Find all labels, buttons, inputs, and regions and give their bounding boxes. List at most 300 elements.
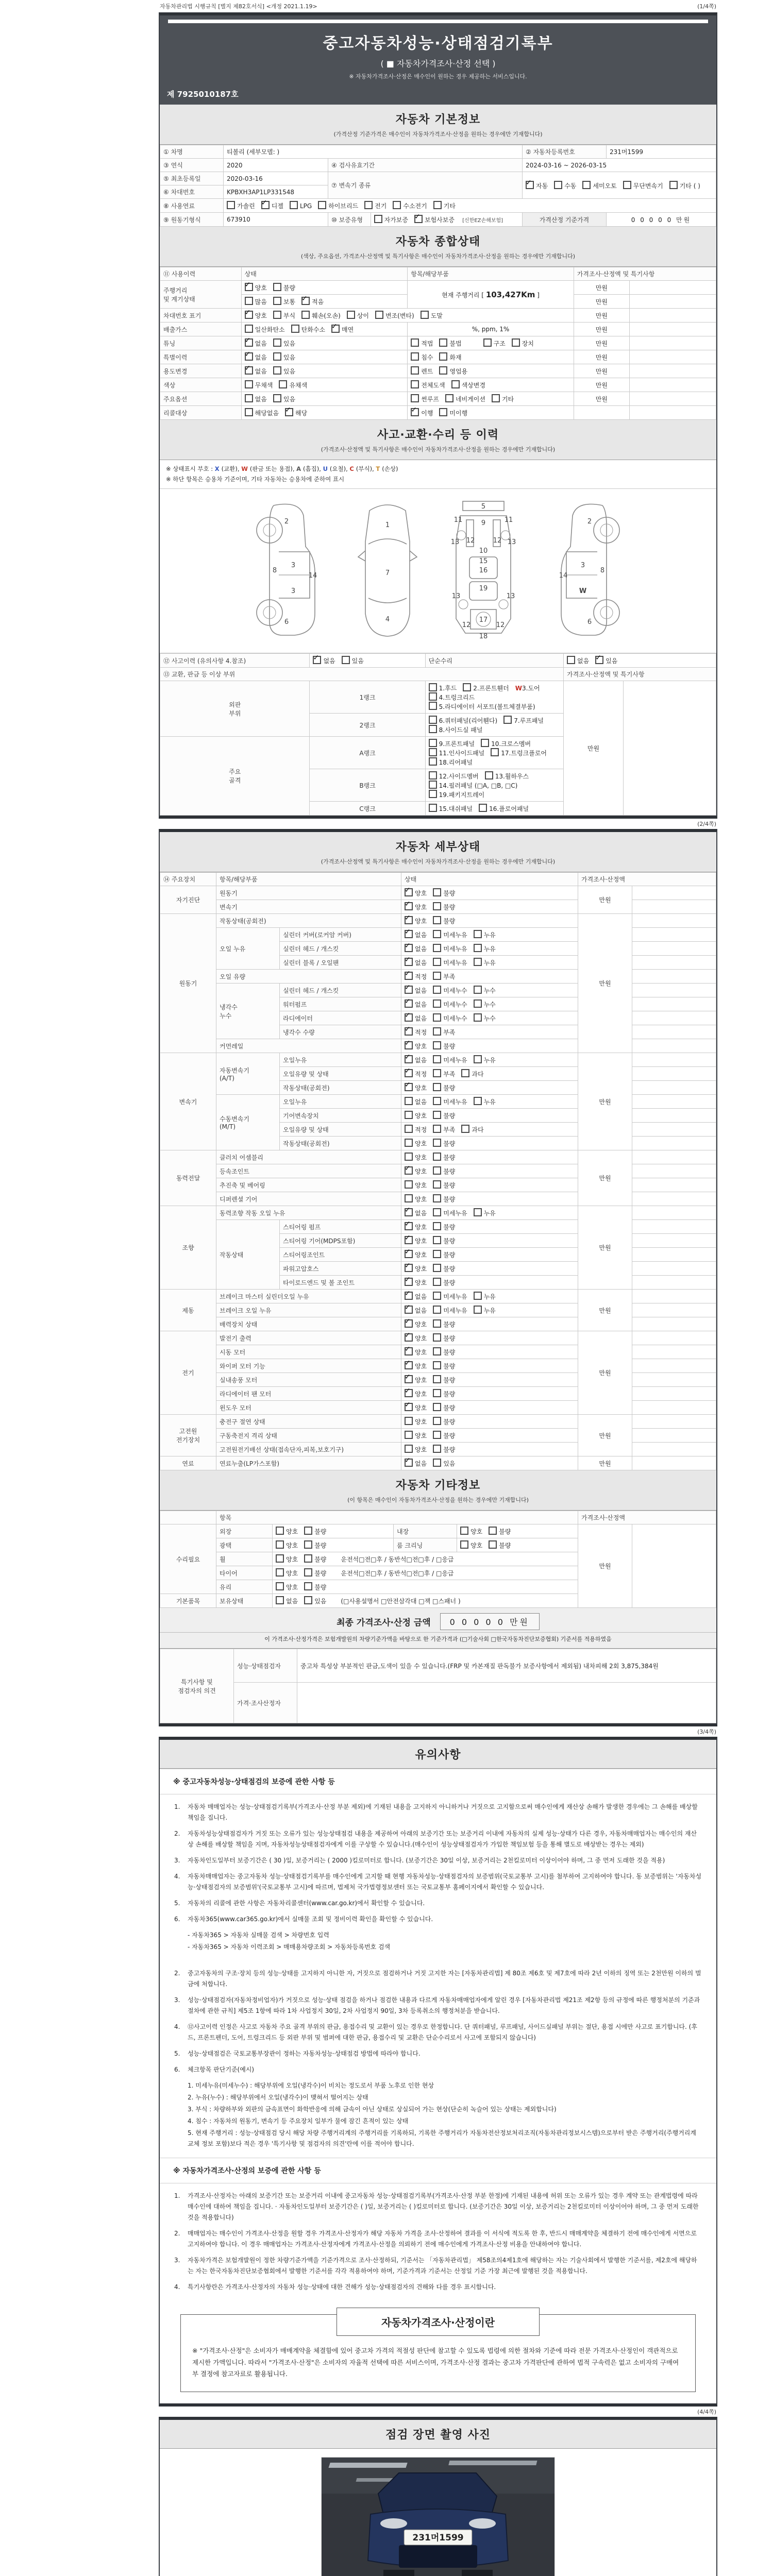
checkbox-checked[interactable] — [261, 201, 270, 209]
item-option — [512, 338, 534, 348]
other-title: 자동차 기타정보 — [395, 1479, 481, 1493]
checkbox[interactable] — [433, 1333, 441, 1342]
checkbox[interactable] — [405, 1097, 413, 1105]
panel-category: 주요 골격 — [160, 737, 310, 816]
state-option — [405, 1055, 427, 1064]
check-option-label: 무단변속기 — [633, 182, 663, 190]
checkbox[interactable] — [491, 748, 499, 756]
checkbox[interactable] — [483, 338, 492, 347]
checkbox[interactable] — [276, 1596, 284, 1604]
checkbox[interactable] — [429, 757, 437, 766]
checkbox-checked[interactable] — [405, 1166, 413, 1175]
checkbox[interactable] — [433, 1139, 441, 1147]
checkbox-checked[interactable] — [405, 1347, 413, 1355]
checkbox[interactable] — [411, 380, 419, 388]
checkbox[interactable] — [245, 325, 253, 333]
checkbox[interactable] — [405, 1139, 413, 1147]
notice-section1-title: ※ 중고자동차성능·상태점검의 보증에 관한 사항 등 — [160, 1769, 716, 1794]
checkbox[interactable] — [433, 1055, 441, 1063]
usage-history-label: 튜닝 — [160, 336, 242, 350]
state-option — [405, 1264, 427, 1273]
checkbox[interactable] — [429, 702, 437, 710]
check-option-label: 불량 — [443, 1349, 456, 1357]
remark-cell — [632, 1524, 716, 1608]
checkbox[interactable] — [433, 930, 441, 938]
checkbox[interactable] — [276, 1582, 284, 1590]
checkbox[interactable] — [411, 352, 419, 361]
check-option-label: 양호 — [415, 1391, 427, 1398]
checkbox[interactable] — [461, 1069, 469, 1077]
checkbox-checked[interactable] — [526, 181, 534, 189]
checkbox[interactable] — [474, 1097, 482, 1105]
checkbox[interactable] — [445, 394, 453, 402]
checkbox[interactable] — [433, 1097, 441, 1105]
checkbox[interactable] — [342, 656, 350, 664]
panel-item-label: 9.프론트패널 — [439, 740, 475, 748]
checkbox[interactable] — [479, 804, 487, 812]
panel-item — [479, 804, 529, 813]
checkbox-checked[interactable] — [595, 656, 603, 664]
accident-grid — [160, 653, 716, 816]
transmission-option — [623, 181, 663, 190]
checkbox[interactable] — [291, 325, 299, 333]
checkbox[interactable] — [433, 1236, 441, 1244]
overall-header — [160, 227, 716, 267]
detail-item-label: 충전구 절연 상태 — [216, 1415, 401, 1429]
notice-item-text: 체크항목 판단기준(예시) — [188, 2066, 255, 2074]
checkbox[interactable] — [374, 215, 382, 223]
checkbox[interactable] — [273, 283, 281, 291]
checkbox[interactable] — [429, 748, 437, 756]
svg-text:16: 16 — [479, 567, 488, 575]
checkbox[interactable] — [245, 297, 253, 305]
check-option-label: 양호 — [286, 1542, 298, 1550]
checkbox[interactable] — [273, 366, 281, 375]
notice-item — [174, 1828, 702, 1850]
checkbox[interactable] — [405, 1417, 413, 1425]
check-option-label: 없음 — [255, 396, 267, 403]
checkbox[interactable] — [512, 338, 520, 347]
checkbox[interactable] — [433, 1264, 441, 1272]
checkbox[interactable] — [276, 1540, 284, 1549]
rank-label: 2랭크 — [310, 714, 425, 737]
checkbox[interactable] — [405, 1153, 413, 1161]
detail-state-options — [401, 928, 578, 942]
checkbox[interactable] — [245, 408, 253, 416]
column-header: 가격조사·산정액 및 특기사항 — [574, 267, 716, 281]
check-option-label: 부족 — [443, 973, 456, 981]
panel-item — [429, 692, 475, 702]
checkbox[interactable] — [433, 888, 441, 896]
checkbox[interactable] — [245, 394, 253, 402]
state-option — [405, 1166, 427, 1176]
checkbox[interactable] — [304, 1540, 312, 1549]
checkbox[interactable] — [474, 1306, 482, 1314]
detail-item-label: 워터펌프 — [280, 997, 401, 1011]
detail-item-label: 스티어링 펌프 — [280, 1220, 401, 1234]
checkbox[interactable] — [429, 692, 437, 701]
svg-text:7: 7 — [385, 569, 390, 578]
checkbox[interactable] — [290, 201, 298, 209]
checkbox-checked[interactable] — [405, 972, 413, 980]
checkbox[interactable] — [273, 297, 281, 305]
checkbox[interactable] — [481, 739, 489, 747]
license-plate — [404, 2530, 472, 2545]
checkbox[interactable] — [439, 408, 447, 416]
checkbox[interactable] — [474, 930, 482, 938]
remark-cell — [632, 1011, 716, 1025]
detail-state-options — [401, 1234, 578, 1248]
state-option — [489, 1540, 511, 1550]
checkbox[interactable] — [433, 1013, 441, 1022]
checkbox[interactable] — [429, 804, 437, 812]
checkbox[interactable] — [429, 683, 437, 691]
detail-state-options — [401, 942, 578, 956]
checkbox-checked[interactable] — [405, 888, 413, 896]
check-option-label: 수소전기 — [403, 202, 427, 210]
checkbox[interactable] — [433, 1459, 441, 1467]
state-option — [474, 944, 496, 953]
checkbox[interactable] — [492, 394, 500, 402]
checkbox[interactable] — [393, 201, 401, 209]
detail-item-label: 라디에이터 팬 모터 — [216, 1387, 401, 1401]
checkbox[interactable] — [273, 394, 281, 402]
check-option-label: 탄화수소 — [301, 326, 326, 333]
checkbox-checked[interactable] — [405, 1375, 413, 1383]
detail-state-options — [401, 1429, 578, 1443]
detail-state-options — [401, 1192, 578, 1206]
checkbox-checked[interactable] — [405, 1264, 413, 1272]
checkbox-checked[interactable] — [245, 338, 253, 347]
checkbox[interactable] — [433, 1431, 441, 1439]
check-option-label: 부식 — [283, 312, 296, 319]
checkbox[interactable] — [669, 181, 678, 189]
checkbox[interactable] — [474, 944, 482, 952]
checkbox[interactable] — [433, 1125, 441, 1133]
checkbox[interactable] — [276, 1554, 284, 1563]
checkbox[interactable] — [433, 1389, 441, 1397]
checkbox[interactable] — [439, 366, 447, 375]
checkbox[interactable] — [451, 380, 460, 388]
checkbox[interactable] — [433, 1306, 441, 1314]
checkbox[interactable] — [433, 1027, 441, 1036]
checkbox[interactable] — [433, 1166, 441, 1175]
checkbox[interactable] — [405, 1125, 413, 1133]
check-option-label: 누유 — [483, 1057, 496, 1064]
checkbox-checked[interactable] — [405, 1027, 413, 1036]
detail-row — [160, 1387, 716, 1401]
checkbox-checked[interactable] — [245, 311, 253, 319]
checkbox[interactable] — [433, 201, 442, 209]
checkbox-checked[interactable] — [405, 930, 413, 938]
checkbox[interactable] — [489, 1540, 497, 1549]
notice-item — [174, 1968, 702, 1990]
check-option-label: 기타 — [501, 396, 514, 403]
detail-state-options — [401, 1248, 578, 1262]
checkbox[interactable] — [474, 1292, 482, 1300]
checkbox[interactable] — [304, 1554, 312, 1563]
check-option-label: 없음 — [286, 1598, 298, 1605]
checkbox[interactable] — [433, 1250, 441, 1258]
checkbox[interactable] — [433, 1347, 441, 1355]
checkbox-checked[interactable] — [405, 1013, 413, 1022]
checkbox-checked[interactable] — [405, 1083, 413, 1091]
checkbox[interactable] — [429, 739, 437, 747]
checkbox-checked[interactable] — [405, 1333, 413, 1342]
detail-state-options — [401, 1123, 578, 1137]
checkbox-checked[interactable] — [405, 1459, 413, 1467]
checkbox[interactable] — [433, 958, 441, 966]
legend-symbols — [166, 464, 710, 474]
checkbox[interactable] — [304, 1568, 312, 1577]
checkbox-checked[interactable] — [405, 1041, 413, 1049]
detail-row — [160, 1164, 716, 1178]
checkbox[interactable] — [405, 1445, 413, 1453]
checkbox-checked[interactable] — [245, 283, 253, 291]
checkbox[interactable] — [439, 338, 447, 347]
checkbox-checked[interactable] — [405, 902, 413, 910]
checkbox[interactable] — [485, 771, 493, 779]
checkbox[interactable] — [433, 1083, 441, 1091]
detail-item-label: 냉각수 수량 — [280, 1025, 401, 1039]
checkbox[interactable] — [433, 1111, 441, 1119]
legend-symbol: A — [296, 465, 304, 472]
check-option-label: 상이 — [357, 312, 369, 319]
table-row — [160, 159, 716, 172]
checkbox-checked[interactable] — [405, 916, 413, 924]
item-option — [445, 394, 485, 403]
state-option — [245, 394, 267, 403]
checkbox[interactable] — [429, 725, 437, 733]
check-option-label: 미세누유 — [443, 1098, 467, 1106]
state-option — [460, 1527, 482, 1536]
checkbox[interactable] — [276, 1527, 284, 1535]
checkbox-checked[interactable] — [405, 1361, 413, 1369]
checkbox[interactable] — [405, 1431, 413, 1439]
check-option-label: 없음 — [415, 1057, 427, 1064]
remark-cell — [632, 1109, 716, 1123]
checkbox[interactable] — [227, 201, 235, 209]
checkbox[interactable] — [304, 1582, 312, 1590]
svg-text:11: 11 — [453, 516, 463, 524]
checkbox[interactable] — [429, 771, 437, 779]
checkbox[interactable] — [433, 999, 441, 1008]
checkbox[interactable] — [304, 1527, 312, 1535]
checkbox[interactable] — [433, 944, 441, 952]
check-option-label: 없음 — [415, 1460, 427, 1468]
notice-item-text: 중고자동차의 구조·장치 등의 성능·상태를 고지하지 아니한 자, 거짓으로 점검하거나 거짓 고지한 자는 [자동차관리법] 제 80조 제6호 및 제7호에 따라 2년 이하의 징역 또는 2천만원 이하의 벌금에 처합니다. — [188, 1970, 701, 1988]
item-option — [483, 338, 506, 348]
checkbox-checked[interactable] — [313, 656, 321, 664]
state-options — [241, 309, 574, 323]
checkbox[interactable] — [623, 181, 631, 189]
checkbox-checked[interactable] — [405, 1389, 413, 1397]
checkbox-checked[interactable] — [245, 366, 253, 375]
overall-title: 자동차 종합상태 — [395, 235, 481, 248]
checkbox[interactable] — [474, 1055, 482, 1063]
warranty-option — [414, 215, 455, 224]
checkbox-checked[interactable] — [405, 1069, 413, 1077]
item-state-options — [273, 1594, 578, 1608]
transmission-options — [523, 172, 716, 199]
state-option — [474, 1055, 496, 1064]
checkbox[interactable] — [273, 311, 281, 319]
checkbox[interactable] — [503, 716, 512, 724]
svg-text:6: 6 — [587, 618, 592, 626]
checkbox[interactable] — [421, 311, 429, 319]
remark-cell — [630, 336, 716, 350]
checkbox[interactable] — [405, 1194, 413, 1202]
svg-text:13: 13 — [506, 592, 515, 601]
checkbox[interactable] — [439, 352, 447, 361]
checkbox[interactable] — [301, 311, 310, 319]
checkbox[interactable] — [347, 311, 355, 319]
checkbox-checked[interactable] — [411, 408, 419, 416]
checkbox[interactable] — [375, 311, 383, 319]
checkbox[interactable] — [364, 201, 373, 209]
checkbox-checked[interactable] — [405, 1222, 413, 1230]
checkbox[interactable] — [474, 999, 482, 1008]
detail-state-options — [401, 1262, 578, 1276]
checkbox[interactable] — [433, 972, 441, 980]
rank-items — [425, 769, 563, 802]
fuel-options — [224, 199, 716, 213]
checkbox[interactable] — [554, 181, 562, 189]
checkbox-checked[interactable] — [245, 352, 253, 361]
checkbox[interactable] — [411, 366, 419, 375]
checkbox-checked[interactable] — [301, 297, 310, 305]
checkbox[interactable] — [463, 683, 471, 691]
checkbox[interactable] — [405, 1111, 413, 1119]
checkbox[interactable] — [567, 656, 575, 664]
state-option — [433, 1055, 467, 1064]
checkbox[interactable] — [433, 1208, 441, 1216]
price-cell: 만원 — [578, 1150, 632, 1206]
checkbox[interactable] — [582, 181, 591, 189]
checkbox[interactable] — [433, 1153, 441, 1161]
item-option — [411, 380, 445, 389]
checkbox-checked[interactable] — [405, 1292, 413, 1300]
check-option-label: 불량 — [443, 918, 456, 925]
checkbox-checked[interactable] — [405, 944, 413, 952]
price-cell: 만원 — [574, 378, 629, 392]
other-info-table — [160, 1511, 716, 1608]
checkbox[interactable] — [245, 380, 253, 388]
checkbox-checked[interactable] — [405, 1319, 413, 1328]
check-option-label: 없음 — [415, 959, 427, 967]
checkbox-checked[interactable] — [405, 1403, 413, 1411]
check-option-label: 불량 — [499, 1542, 511, 1550]
checkbox[interactable] — [433, 1361, 441, 1369]
checkbox[interactable] — [474, 986, 482, 994]
checkbox-checked[interactable] — [405, 1278, 413, 1286]
item-label: 유리 — [216, 1580, 273, 1594]
checkbox[interactable] — [433, 1222, 441, 1230]
checkbox[interactable] — [474, 1208, 482, 1216]
panel-item-label: 12.사이드멤버 — [439, 773, 479, 781]
checkbox[interactable] — [273, 338, 281, 347]
checkbox[interactable] — [276, 1568, 284, 1577]
checkbox-checked[interactable] — [405, 1208, 413, 1216]
checkbox[interactable] — [460, 1527, 468, 1535]
state-options — [241, 350, 408, 364]
checkbox[interactable] — [433, 1180, 441, 1189]
checkbox[interactable] — [405, 1180, 413, 1189]
checkbox[interactable] — [429, 716, 437, 724]
checkbox[interactable] — [433, 1041, 441, 1049]
state-option — [474, 1306, 496, 1315]
checkbox-checked[interactable] — [414, 215, 423, 223]
item-option — [411, 394, 439, 403]
checkbox[interactable] — [433, 1278, 441, 1286]
checkbox[interactable] — [461, 1125, 469, 1133]
remark-cell — [632, 928, 716, 942]
item-options — [408, 378, 574, 392]
checkbox[interactable] — [433, 902, 441, 910]
check-option-label: 누수 — [483, 987, 496, 995]
checkbox[interactable] — [489, 1527, 497, 1535]
checkbox[interactable] — [433, 1403, 441, 1411]
checkbox[interactable] — [429, 790, 437, 798]
checkbox-checked[interactable] — [405, 958, 413, 966]
checkbox-checked[interactable] — [405, 999, 413, 1008]
checkbox[interactable] — [318, 201, 326, 209]
check-option-label: 불량 — [443, 1084, 456, 1092]
checkbox[interactable] — [433, 1069, 441, 1077]
checkbox[interactable] — [460, 1540, 468, 1549]
notice-item-text: 자동차인도일부터 보증기간은 ( 30 )일, 보증거리는 ( 2000 )킬로미터로 합니다. (보증기간은 30일 이상, 보증거리는 2천킬로미터 이상이어야 하며, 그 중 먼저 도래한 것을 적용) — [188, 1857, 665, 1865]
checkbox-checked[interactable] — [405, 1055, 413, 1063]
detail-state-options — [401, 1303, 578, 1317]
check-option-label: 가솔린 — [237, 202, 255, 210]
detail-item-label: 등속조인트 — [216, 1164, 401, 1178]
checkbox[interactable] — [433, 1292, 441, 1300]
checkbox[interactable] — [474, 958, 482, 966]
checkbox[interactable] — [433, 1417, 441, 1425]
svg-text:3: 3 — [291, 562, 296, 570]
checkbox[interactable] — [474, 1013, 482, 1022]
price-cell: 만원 — [578, 1206, 632, 1290]
checkbox-checked[interactable] — [405, 1306, 413, 1314]
checkbox[interactable] — [279, 380, 287, 388]
checkbox-checked[interactable] — [331, 325, 340, 333]
checkbox[interactable] — [433, 1319, 441, 1328]
state-option — [245, 325, 285, 334]
checkbox-checked[interactable] — [285, 408, 293, 416]
checkbox[interactable] — [411, 394, 419, 402]
check-option-label: 과다 — [472, 1126, 484, 1134]
checkbox[interactable] — [429, 781, 437, 789]
detail-item-label: 스티어링조인트 — [280, 1248, 401, 1262]
checkbox[interactable] — [433, 1194, 441, 1202]
item-option — [439, 366, 467, 376]
checkbox[interactable] — [304, 1596, 312, 1604]
checkbox[interactable] — [411, 338, 419, 347]
detail-state-options — [401, 1081, 578, 1095]
check-option-label: LPG — [299, 202, 312, 210]
checkbox[interactable] — [433, 986, 441, 994]
notice-sub-item: 1. 미세누유(미세누수) : 해당부위에 오일(냉각수)이 비치는 정도로서 부품 노후로 인한 현상 — [188, 2082, 434, 2090]
checkbox[interactable] — [433, 916, 441, 924]
checkbox[interactable] — [433, 1445, 441, 1453]
svg-text:19: 19 — [479, 585, 488, 593]
field-label: ⑧ 사용연료 — [160, 199, 224, 213]
checkbox[interactable] — [273, 352, 281, 361]
checkbox[interactable] — [433, 1375, 441, 1383]
checkbox-checked[interactable] — [405, 1250, 413, 1258]
checkbox-checked[interactable] — [405, 1236, 413, 1244]
checkbox-checked[interactable] — [405, 986, 413, 994]
